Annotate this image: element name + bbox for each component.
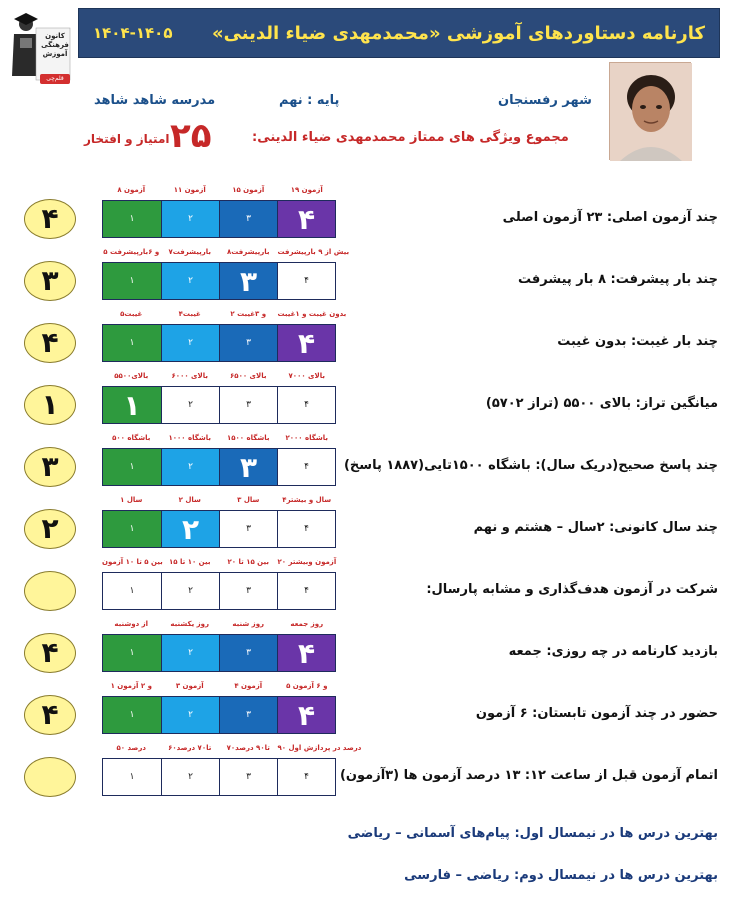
level-box: ۲	[161, 511, 219, 547]
achievement-question: میانگین تراز: بالای ۵۵۰۰ (تراز ۵۷۰۲)	[485, 396, 718, 411]
level-labels	[102, 682, 336, 694]
level-box: ۴	[277, 697, 335, 733]
level-label: ۱ و ۲ آزمون	[110, 682, 152, 690]
level-box: ۴	[277, 387, 335, 423]
achievement-row	[0, 558, 735, 620]
level-label: ۴غیبت	[178, 310, 201, 318]
level-label: ۵غیبت	[120, 310, 143, 318]
level-box: ۱	[103, 387, 161, 423]
level-box: ۲	[161, 697, 219, 733]
score-circle: ۴	[24, 199, 76, 239]
level-boxes	[102, 386, 336, 424]
level-label: ۱ سال	[120, 496, 143, 504]
level-box: ۱	[103, 759, 161, 795]
level-labels	[102, 496, 336, 508]
level-boxes	[102, 572, 336, 610]
achievement-question: چند سال کانونی: ۲سال – هشتم و نهم	[473, 520, 718, 535]
level-label: ۷بارپیشرفت	[168, 248, 212, 256]
achievement-row	[0, 248, 735, 310]
level-label: ۲۰ آزمون وبیشتر	[277, 558, 337, 566]
student-avatar-icon	[610, 63, 692, 161]
level-box: ۲	[161, 325, 219, 361]
level-label: بدون غیبت و ۱غیبت	[277, 310, 347, 318]
achievement-question: بازدید کارنامه در چه روزی: جمعه	[508, 644, 718, 659]
level-boxes	[102, 200, 336, 238]
level-box: ۴	[277, 511, 335, 547]
level-box: ۱	[103, 635, 161, 671]
level-box: ۳	[219, 759, 277, 795]
level-label: ۵ و ۶ آزمون	[286, 682, 328, 690]
page-title: کارنامه دستاوردهای آموزشی «محمدمهدی ضیاء الدینی»	[211, 22, 705, 44]
achievement-row	[0, 682, 735, 744]
level-label: ۱۵ آزمون	[232, 186, 265, 194]
score-circle	[24, 757, 76, 797]
achievement-question: چند آزمون اصلی: ۲۳ آزمون اصلی	[502, 210, 718, 225]
level-boxes	[102, 262, 336, 300]
level-box: ۴	[277, 635, 335, 671]
achievement-row	[0, 186, 735, 248]
level-label: بالای۵۵۰۰	[114, 372, 149, 380]
level-box: ۲	[161, 449, 219, 485]
score-circle: ۲	[24, 509, 76, 549]
level-label: باشگاه ۵۰۰	[112, 434, 151, 442]
level-box: ۲	[161, 201, 219, 237]
level-label: باشگاه ۱۰۰۰	[168, 434, 211, 442]
level-box: ۱	[103, 573, 161, 609]
level-box: ۴	[277, 759, 335, 795]
level-box: ۱	[103, 511, 161, 547]
level-label: بیش از ۹ بارپیشرفت	[277, 248, 350, 256]
level-labels	[102, 186, 336, 198]
level-label: ۹۰ درصد در پردازش اول	[277, 744, 362, 752]
level-box: ۲	[161, 573, 219, 609]
level-box: ۳	[219, 511, 277, 547]
level-label: بالای ۶۰۰۰	[171, 372, 208, 380]
level-box: ۴	[277, 325, 335, 361]
level-label: ۵۰ درصد	[116, 744, 146, 752]
level-boxes	[102, 696, 336, 734]
level-labels	[102, 248, 350, 260]
level-label: ۷۰تا۹۰ درصد	[226, 744, 270, 752]
level-box: ۳	[219, 573, 277, 609]
level-box: ۴	[277, 263, 335, 299]
level-labels	[102, 434, 336, 446]
level-label: ۶۰تا۷۰ درصد	[168, 744, 212, 752]
level-boxes	[102, 448, 336, 486]
level-label: ۵ و ۶بارپیشرفت	[103, 248, 160, 256]
level-box: ۳	[219, 635, 277, 671]
header-bar	[78, 8, 720, 58]
level-box: ۲	[161, 263, 219, 299]
level-box: ۳	[219, 387, 277, 423]
level-boxes	[102, 634, 336, 672]
level-label: بالای ۶۵۰۰	[230, 372, 267, 380]
achievement-row	[0, 744, 735, 806]
level-box: ۳	[219, 263, 277, 299]
level-label: روز جمعه	[290, 620, 324, 628]
score-circle: ۳	[24, 447, 76, 487]
level-box: ۳	[219, 201, 277, 237]
level-box: ۱	[103, 449, 161, 485]
level-box: ۴	[277, 449, 335, 485]
achievement-question: چند بار غیبت: بدون غیبت	[557, 334, 718, 349]
level-box: ۴	[277, 201, 335, 237]
score-circle: ۱	[24, 385, 76, 425]
academic-years: ۱۴۰۴-۱۴۰۵	[93, 24, 173, 42]
level-box: ۴	[277, 573, 335, 609]
level-label: ۳ آزمون	[175, 682, 204, 690]
level-label: ۲ و ۳غیبت	[230, 310, 267, 318]
level-box: ۱	[103, 325, 161, 361]
achievement-question: حضور در چند آزمون تابستان: ۶ آزمون	[475, 706, 718, 721]
score-circle	[24, 571, 76, 611]
info-grade: پایه : نهم	[279, 93, 340, 108]
level-box: ۱	[103, 201, 161, 237]
level-label: ۳ سال	[237, 496, 260, 504]
level-labels	[102, 620, 336, 632]
level-box: ۱	[103, 697, 161, 733]
best-subjects-first: بهترین درس ها در نیمسال اول: پیام‌های آسمانی – ریاضی	[347, 826, 718, 841]
achievement-row	[0, 310, 735, 372]
logo-text: کانون فرهنگی آموزش	[41, 32, 69, 58]
level-label: روز یکشنبه	[170, 620, 210, 628]
level-label: ۲ سال	[178, 496, 201, 504]
level-boxes	[102, 758, 336, 796]
score-circle: ۴	[24, 695, 76, 735]
score-circle: ۴	[24, 323, 76, 363]
level-label: بالای ۷۰۰۰	[288, 372, 325, 380]
info-city: شهر رفسنجان	[498, 93, 592, 108]
level-label: بین ۱۵ تا ۲۰	[227, 558, 269, 566]
summary-label: مجموع ویژگی های ممتاز محمدمهدی ضیاء الدینی:	[252, 130, 569, 145]
level-boxes	[102, 324, 336, 362]
summary-score: ۲۵	[170, 116, 212, 156]
level-box: ۳	[219, 325, 277, 361]
level-label: ۴سال و بیشتر	[282, 496, 332, 504]
level-labels	[102, 310, 347, 322]
achievement-question: چند بار پیشرفت: ۸ بار پیشرفت	[517, 272, 718, 287]
level-box: ۱	[103, 263, 161, 299]
level-label: بین ۵ تا ۱۰ آزمون	[102, 558, 163, 566]
achievement-question: شرکت در آزمون هدف‌گذاری و مشابه پارسال:	[426, 582, 718, 597]
kanoon-logo	[8, 10, 72, 86]
level-label: ۴ آزمون	[234, 682, 263, 690]
achievement-row	[0, 496, 735, 558]
level-box: ۲	[161, 759, 219, 795]
level-labels	[102, 744, 362, 756]
score-circle: ۴	[24, 633, 76, 673]
level-labels	[102, 372, 336, 384]
level-labels	[102, 558, 336, 570]
level-label: ۸بارپیشرفت	[226, 248, 270, 256]
achievement-question: چند پاسخ صحیح(دریک سال): باشگاه ۱۵۰۰تایی(۱۸۸۷ پاسخ)	[343, 458, 718, 473]
info-school: مدرسه شاهد شاهد	[94, 93, 216, 108]
level-label: باشگاه ۲۰۰۰	[285, 434, 328, 442]
achievement-row	[0, 620, 735, 682]
level-label: از دوشنبه	[114, 620, 149, 628]
achievement-row	[0, 434, 735, 496]
level-box: ۲	[161, 635, 219, 671]
level-box: ۳	[219, 449, 277, 485]
level-box: ۲	[161, 387, 219, 423]
level-label: ۱۹ آزمون	[290, 186, 323, 194]
level-label: ۸ آزمون	[117, 186, 146, 194]
summary-score-label: امتیاز و افتخار	[84, 132, 170, 146]
level-label: ۱۱ آزمون	[173, 186, 206, 194]
level-label: باشگاه ۱۵۰۰	[226, 434, 270, 442]
level-boxes	[102, 510, 336, 548]
achievement-row	[0, 372, 735, 434]
level-label: روز شنبه	[232, 620, 265, 628]
achievement-question: اتمام آزمون قبل از ساعت ۱۲: ۱۳ درصد آزمون ها (۳آزمون)	[339, 768, 718, 783]
logo-badge: قلم‌چی	[40, 74, 70, 84]
level-box: ۳	[219, 697, 277, 733]
score-circle: ۳	[24, 261, 76, 301]
student-photo	[609, 62, 691, 160]
best-subjects-second: بهترین درس ها در نیمسال دوم: ریاضی – فارسی	[404, 868, 718, 883]
level-label: بین ۱۰ تا ۱۵	[169, 558, 211, 566]
